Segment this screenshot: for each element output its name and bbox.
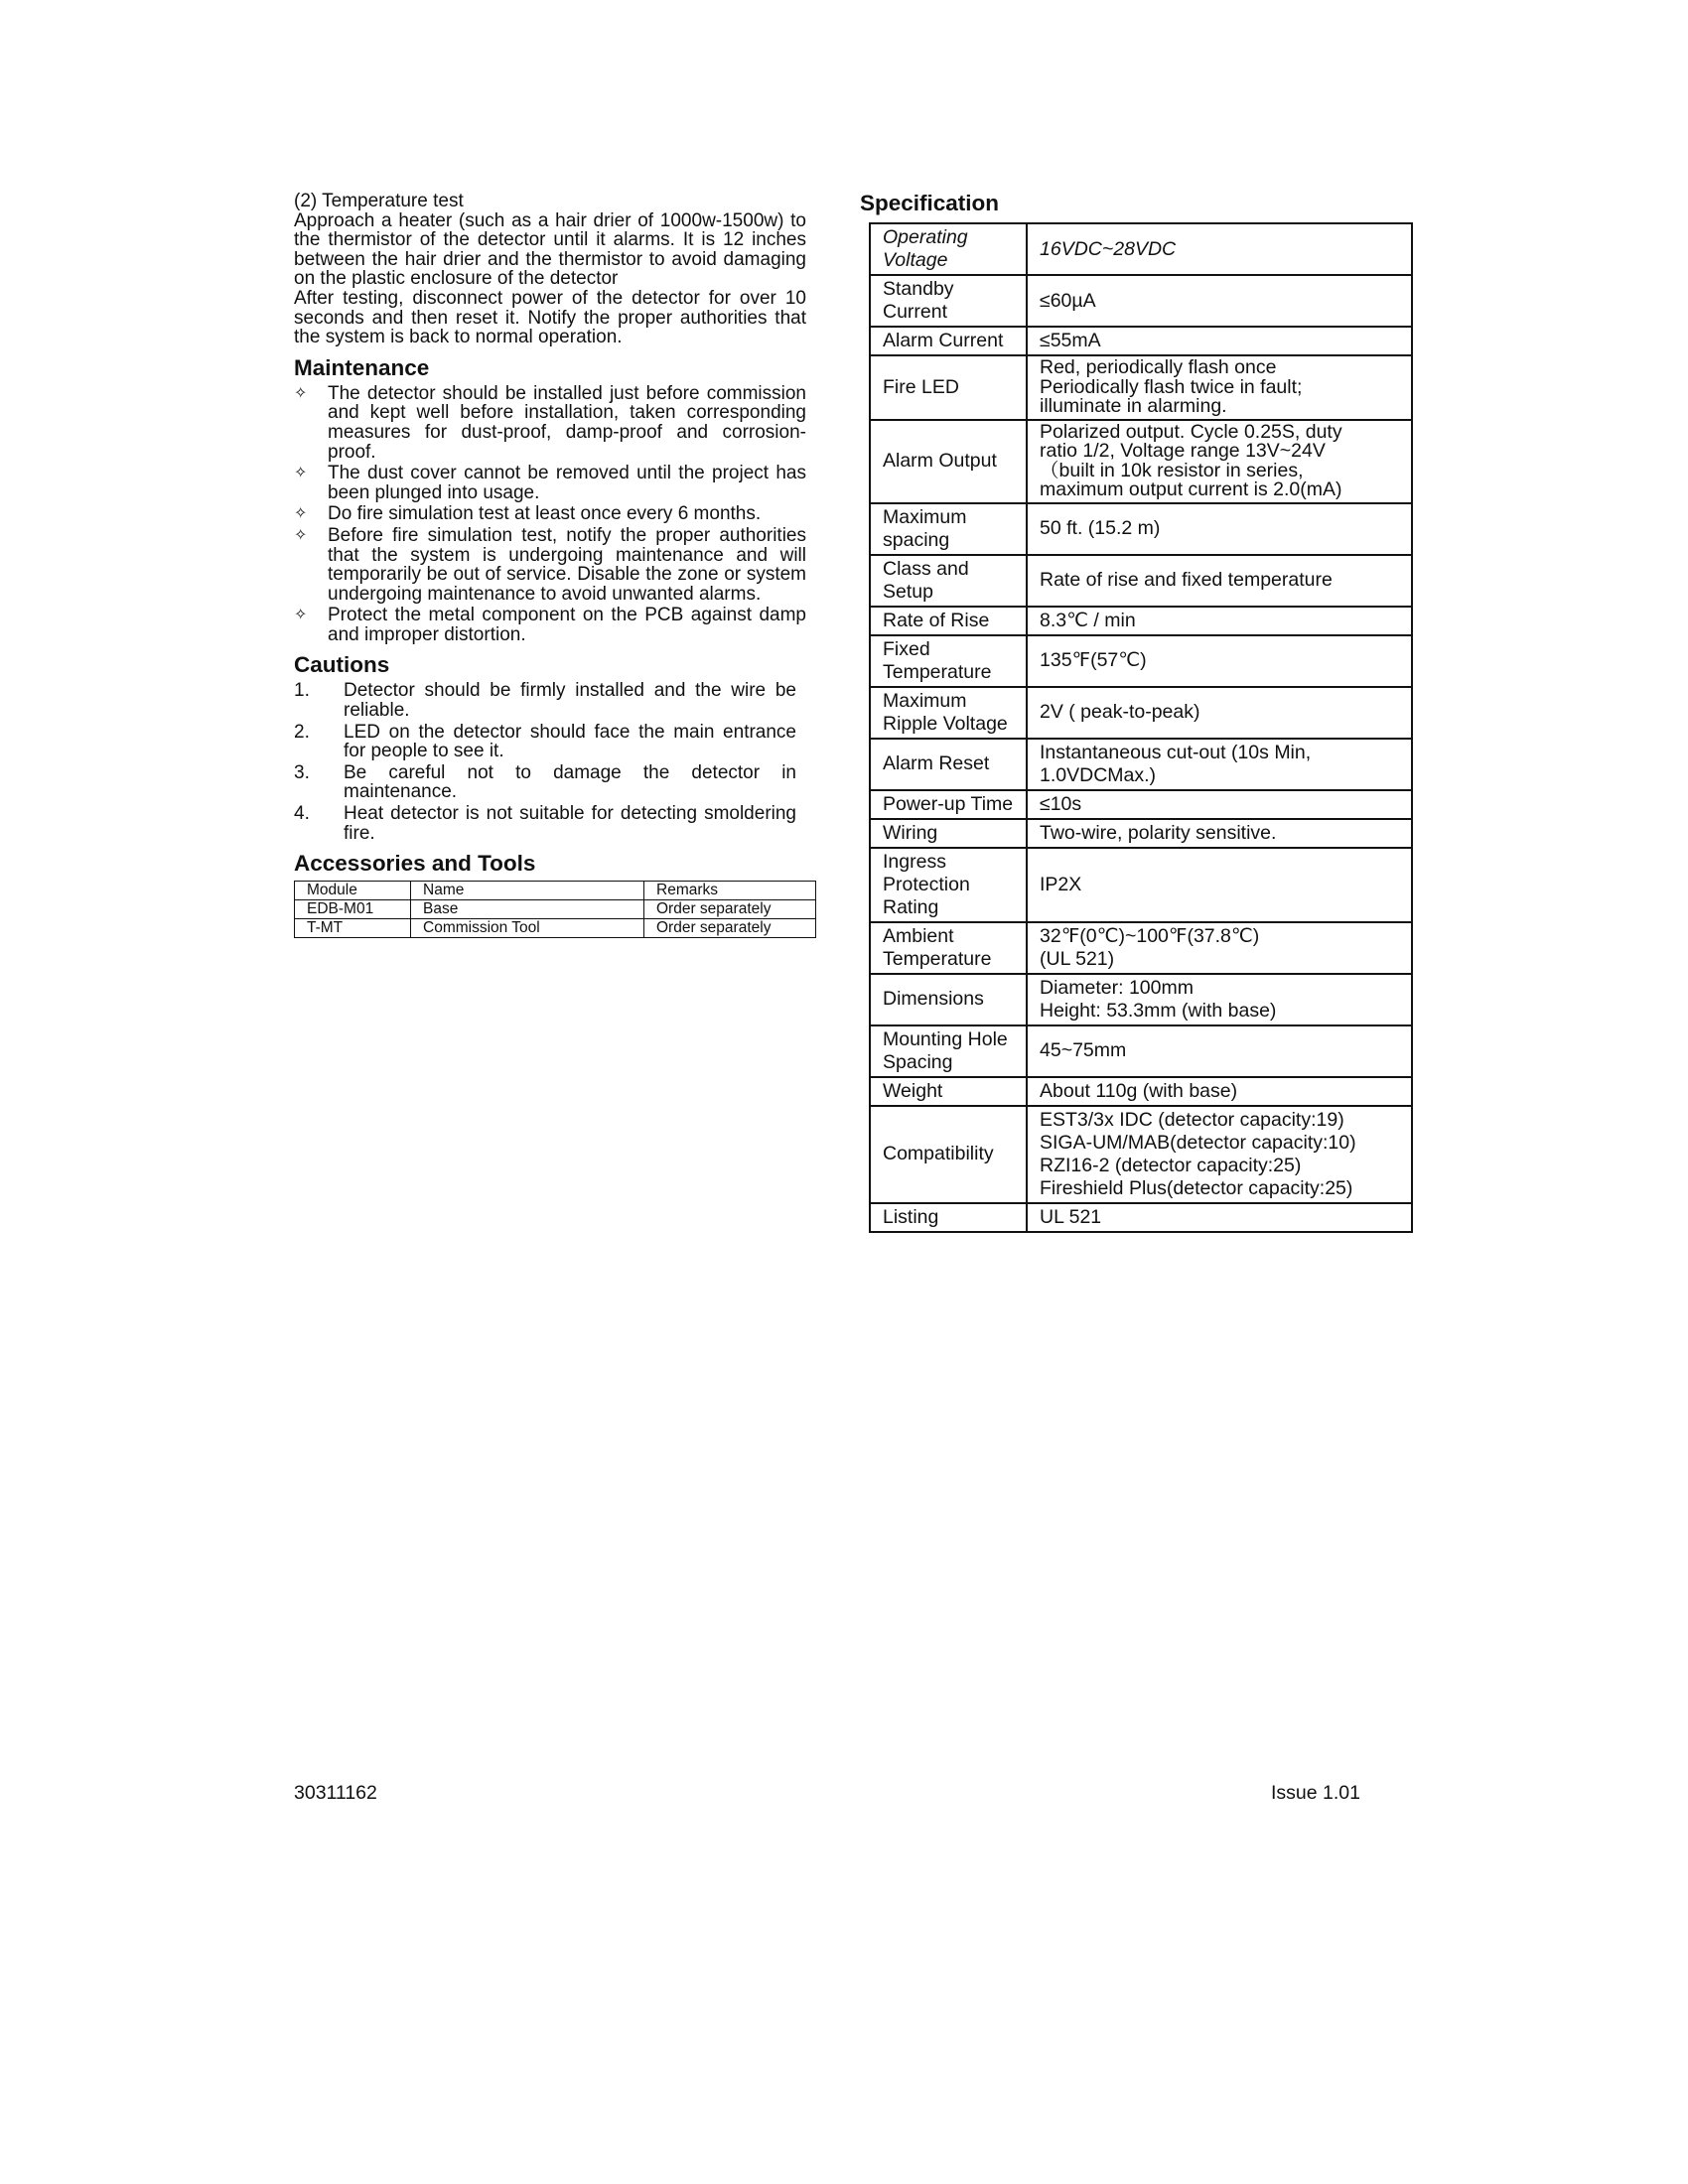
spec-value <box>1027 275 1412 327</box>
spec-key: Compatibility <box>870 1106 1027 1203</box>
spec-value <box>1027 607 1412 635</box>
spec-key: Class and Setup <box>870 555 1027 607</box>
document-number: 30311162 <box>294 1782 377 1804</box>
spec-value-line: Fireshield Plus(detector capacity:25) <box>1040 1176 1353 1199</box>
spec-key: Operating Voltage <box>870 223 1027 275</box>
spec-key: Maximum Ripple Voltage <box>870 687 1027 739</box>
table-row <box>870 848 1412 922</box>
spec-value-line: Height: 53.3mm (with base) <box>1040 999 1277 1022</box>
spec-value-line: 32℉(0℃)~100℉(37.8℃) <box>1040 924 1260 947</box>
spec-value-line: （built in 10k resistor in series, <box>1040 459 1304 481</box>
spec-key: Ambient Temperature <box>870 922 1027 974</box>
table-row <box>870 275 1412 327</box>
list-item: ✧ Do fire simulation test at least once every 6 months. <box>294 503 762 525</box>
spec-key: Rate of Rise <box>870 607 1027 635</box>
spec-key: Fire LED <box>870 355 1027 420</box>
spec-value-line: maximum output current is 2.0(mA) <box>1040 478 1342 500</box>
spec-value-line: Two-wire, polarity sensitive. <box>1040 821 1277 844</box>
table-row <box>870 223 1412 275</box>
table-row: EDB-M01 Base Order separately <box>295 900 816 919</box>
spec-key: Alarm Output <box>870 420 1027 503</box>
spec-value-line: ≤60µA <box>1040 289 1096 312</box>
spec-value-line: Instantaneous cut-out (10s Min, <box>1040 741 1312 763</box>
spec-key: Ingress Protection Rating <box>870 848 1027 922</box>
spec-value-line: UL 521 <box>1040 1205 1102 1228</box>
cautions-list <box>294 681 806 843</box>
bullet-icon: ✧ <box>294 384 308 402</box>
bullet-icon: ✧ <box>294 465 308 482</box>
table-row <box>870 687 1412 739</box>
list-item: 3. Be careful not to damage the detector in maintenance. <box>294 761 796 803</box>
table-row <box>870 739 1412 790</box>
list-item: ✧ The dust cover cannot be removed until the project has been plunged into usage. <box>294 463 806 503</box>
spec-value-line: ≤10s <box>1040 792 1082 815</box>
spec-value-line: Polarized output. Cycle 0.25S, duty <box>1040 420 1342 443</box>
spec-value <box>1027 223 1412 275</box>
spec-value-line: SIGA-UM/MAB(detector capacity:10) <box>1040 1131 1356 1154</box>
left-column <box>294 192 806 938</box>
spec-key: Alarm Reset <box>870 739 1027 790</box>
table-row <box>870 635 1412 687</box>
table-row <box>870 1106 1412 1203</box>
bullet-icon: ✧ <box>294 505 308 523</box>
list-item: ✧ Protect the metal component on the PCB against damp and improper distortion. <box>294 605 806 645</box>
bullet-icon: ✧ <box>294 526 308 544</box>
spec-key: Power-up Time <box>870 790 1027 819</box>
spec-key: Mounting Hole Spacing <box>870 1025 1027 1077</box>
accessories-heading: Accessories and Tools <box>294 851 536 877</box>
spec-value-line: Rate of rise and fixed temperature <box>1040 569 1333 591</box>
list-item: 4. Heat detector is not suitable for detecting smoldering fire. <box>294 803 796 844</box>
maintenance-heading: Maintenance <box>294 354 430 380</box>
spec-value-line: 16VDC~28VDC <box>1040 237 1177 260</box>
spec-value <box>1027 790 1412 819</box>
spec-value <box>1027 420 1412 503</box>
table-row <box>870 819 1412 848</box>
issue-number: Issue 1.01 <box>1271 1782 1360 1804</box>
spec-value <box>1027 1106 1412 1203</box>
spec-key: Dimensions <box>870 974 1027 1025</box>
spec-value-line: 135℉(57℃) <box>1040 649 1147 671</box>
temperature-test-paragraph: Approach a heater (such as a hair drier of 1000w-1500w) to the thermistor of the detector until it alarms. It is 12 inches between the hair drier and the thermistor to avoid damaging on the plastic enclosure of the detector <box>294 209 806 290</box>
spec-value <box>1027 739 1412 790</box>
table-row <box>870 607 1412 635</box>
spec-value-line: illuminate in alarming. <box>1040 395 1227 417</box>
spec-value <box>1027 1025 1412 1077</box>
spec-value-line: EST3/3x IDC (detector capacity:19) <box>1040 1108 1344 1131</box>
spec-value <box>1027 848 1412 922</box>
list-item: 1. Detector should be firmly installed and the wire be reliable. <box>294 680 796 722</box>
spec-value <box>1027 1077 1412 1106</box>
spec-value <box>1027 635 1412 687</box>
spec-value-line: 1.0VDCMax.) <box>1040 763 1157 786</box>
spec-value-line: Red, periodically flash once <box>1040 356 1277 378</box>
accessories-table <box>294 881 816 938</box>
spec-value <box>1027 922 1412 974</box>
bullet-icon: ✧ <box>294 607 308 624</box>
list-item: ✧ Before fire simulation test, notify the proper authorities that the system is undergoing maintenance and will temporarily be out of service. Disable the zone or system undergoing maintenance to avoid unwanted alarms. <box>294 524 806 605</box>
spec-key: Listing <box>870 1203 1027 1232</box>
spec-value-line: 2V ( peak-to-peak) <box>1040 701 1200 723</box>
spec-value <box>1027 974 1412 1025</box>
spec-value-line: 8.3℃ / min <box>1040 609 1136 631</box>
table-row <box>870 974 1412 1025</box>
list-item: ✧ The detector should be installed just before commission and kept well before installation, taken corresponding measures for dust-proof, damp-proof and corrosion-proof. <box>294 382 806 463</box>
spec-value-line: 45~75mm <box>1040 1039 1127 1061</box>
specification-table <box>869 222 1413 1233</box>
spec-value <box>1027 355 1412 420</box>
spec-key: Wiring <box>870 819 1027 848</box>
table-row <box>870 1025 1412 1077</box>
spec-key: Maximum spacing <box>870 503 1027 555</box>
spec-key: Standby Current <box>870 275 1027 327</box>
cautions-heading: Cautions <box>294 652 390 678</box>
spec-value-line: ratio 1/2, Voltage range 13V~24V <box>1040 440 1326 462</box>
spec-value <box>1027 1203 1412 1232</box>
spec-value-line: 50 ft. (15.2 m) <box>1040 517 1161 539</box>
spec-value-line: Periodically flash twice in fault; <box>1040 375 1303 398</box>
table-row <box>870 1203 1412 1232</box>
table-row <box>870 555 1412 607</box>
table-row <box>870 922 1412 974</box>
spec-key: Alarm Current <box>870 327 1027 355</box>
after-testing-paragraph: After testing, disconnect power of the detector for over 10 seconds and then reset it. Notify the proper authorities that the system is back to normal operation. <box>294 287 806 348</box>
spec-value-line: (UL 521) <box>1040 947 1115 970</box>
maintenance-list <box>294 384 806 645</box>
table-row <box>870 790 1412 819</box>
table-row <box>870 1077 1412 1106</box>
spec-value-line: IP2X <box>1040 873 1082 895</box>
table-row <box>870 355 1412 420</box>
spec-value-line: Diameter: 100mm <box>1040 976 1194 999</box>
table-header-row: Module Name Remarks <box>295 882 816 900</box>
list-item: 2. LED on the detector should face the main entrance for people to see it. <box>294 721 796 762</box>
spec-value <box>1027 819 1412 848</box>
spec-value <box>1027 503 1412 555</box>
table-row <box>870 420 1412 503</box>
spec-key: Fixed Temperature <box>870 635 1027 687</box>
table-row <box>870 503 1412 555</box>
spec-value <box>1027 327 1412 355</box>
spec-value <box>1027 687 1412 739</box>
spec-value <box>1027 555 1412 607</box>
spec-value-line: ≤55mA <box>1040 330 1101 351</box>
spec-value-line: RZI16-2 (detector capacity:25) <box>1040 1154 1302 1176</box>
spec-value-line: About 110g (with base) <box>1040 1079 1238 1102</box>
specification-heading: Specification <box>860 191 1000 215</box>
table-row <box>870 327 1412 355</box>
spec-key: Weight <box>870 1077 1027 1106</box>
temperature-test-heading: (2) Temperature test <box>294 191 464 211</box>
table-row: T-MT Commission Tool Order separately <box>295 919 816 938</box>
